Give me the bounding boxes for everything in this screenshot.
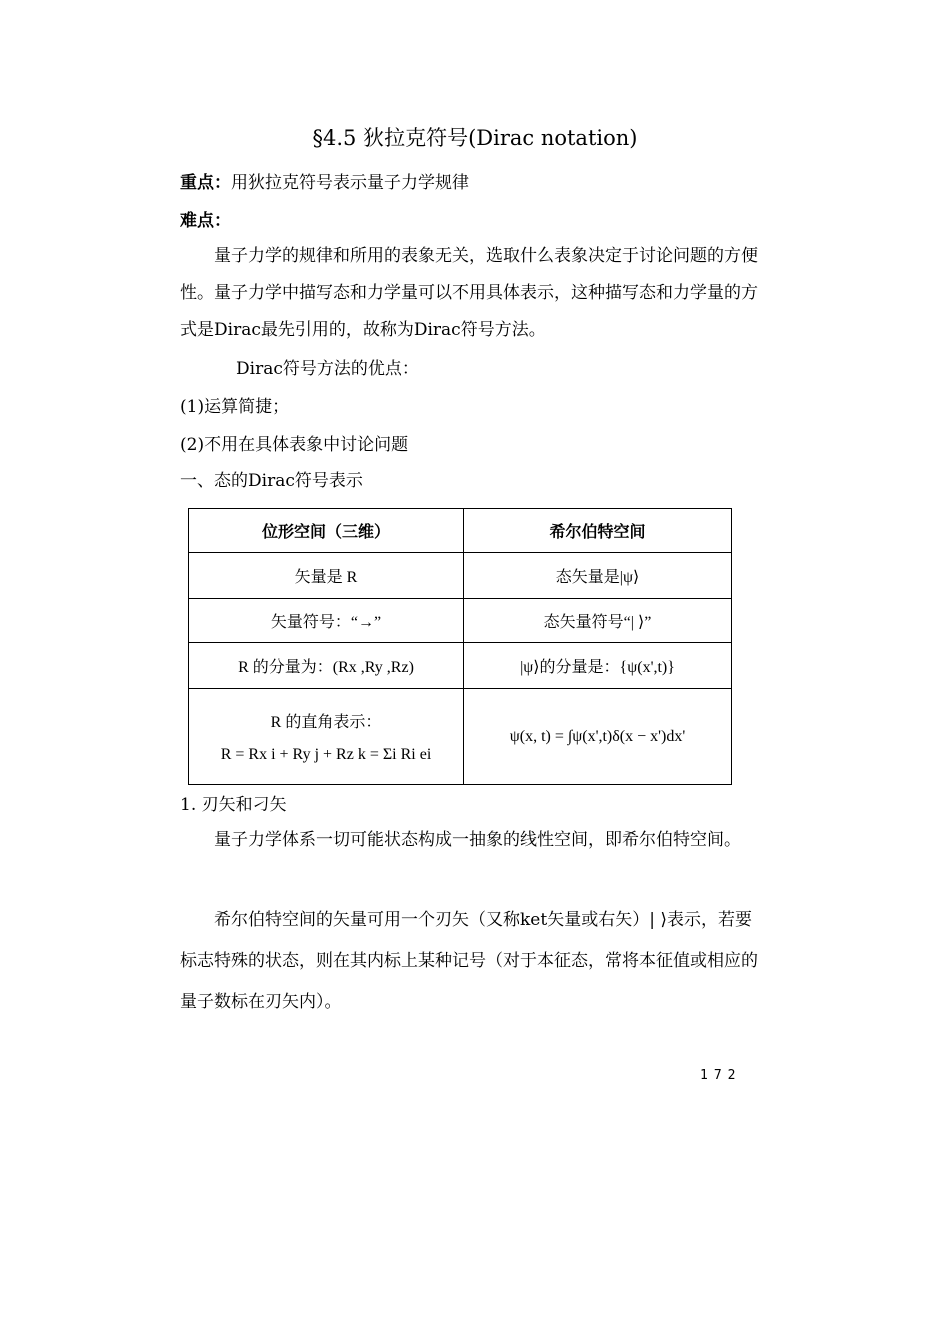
- cartesian-formula: R = Rx i + Ry j + Rz k = Σi Ri ei: [220, 746, 432, 763]
- advantage-item: (2)不用在具体表象中讨论问题: [180, 435, 409, 455]
- page-number: 172: [700, 1068, 742, 1083]
- table-header-hilbert-space: 希尔伯特空间: [464, 509, 732, 553]
- table-cell: 矢量是 R: [189, 553, 464, 599]
- intro-paragraph: 量子力学的规律和所用的表象无关，选取什么表象决定于讨论问题的方便性。量子力学中描写态和力学量可以不用具体表示，这种描写态和力学量的方式是Dirac最先引用的，故称为Dirac符号方法。: [180, 246, 758, 340]
- subsection-title: 1. 刃矢和刁矢: [180, 795, 287, 815]
- table-cell: 态矢量是|ψ⟩: [464, 553, 732, 599]
- advantage-item: (1)运算简捷；: [180, 397, 290, 417]
- table-cell: |ψ⟩的分量是：{ψ(x',t)}: [464, 643, 732, 689]
- table-header-position-space: 位形空间（三维）: [189, 509, 464, 553]
- key-point-label: 重点：: [180, 173, 231, 193]
- key-point-line: [180, 172, 469, 194]
- table-cell: R 的分量为：(Rx ,Ry ,Rz): [189, 643, 464, 689]
- section-heading: 一、态的Dirac符号表示: [180, 471, 363, 491]
- advantages-title: Dirac符号方法的优点：: [236, 359, 419, 379]
- table-cell: ψ(x, t) = ∫ψ(x',t)δ(x − x')dx': [464, 689, 732, 785]
- table-cell: 矢量符号：“→”: [189, 599, 464, 643]
- cartesian-label: R 的直角表示：: [270, 714, 382, 731]
- ket-paragraph: 希尔伯特空间的矢量可用一个刃矢（又称ket矢量或右矢）| ⟩表示，若要标志特殊的状态，则在其内标上某种记号（对于本征态，常将本征值或相应的量子数标在刃矢内）。: [180, 910, 758, 1012]
- comparison-table: [188, 508, 732, 785]
- page-title: §4.5 狄拉克符号(Dirac notation): [312, 126, 638, 150]
- table-cell: 态矢量符号“| ⟩”: [464, 599, 732, 643]
- key-point-text: 用狄拉克符号表示量子力学规律: [231, 173, 469, 193]
- table-cell: [189, 689, 464, 785]
- difficulty-label: 难点：: [180, 211, 231, 231]
- hilbert-paragraph: 量子力学体系一切可能状态构成一抽象的线性空间，即希尔伯特空间。: [214, 830, 741, 850]
